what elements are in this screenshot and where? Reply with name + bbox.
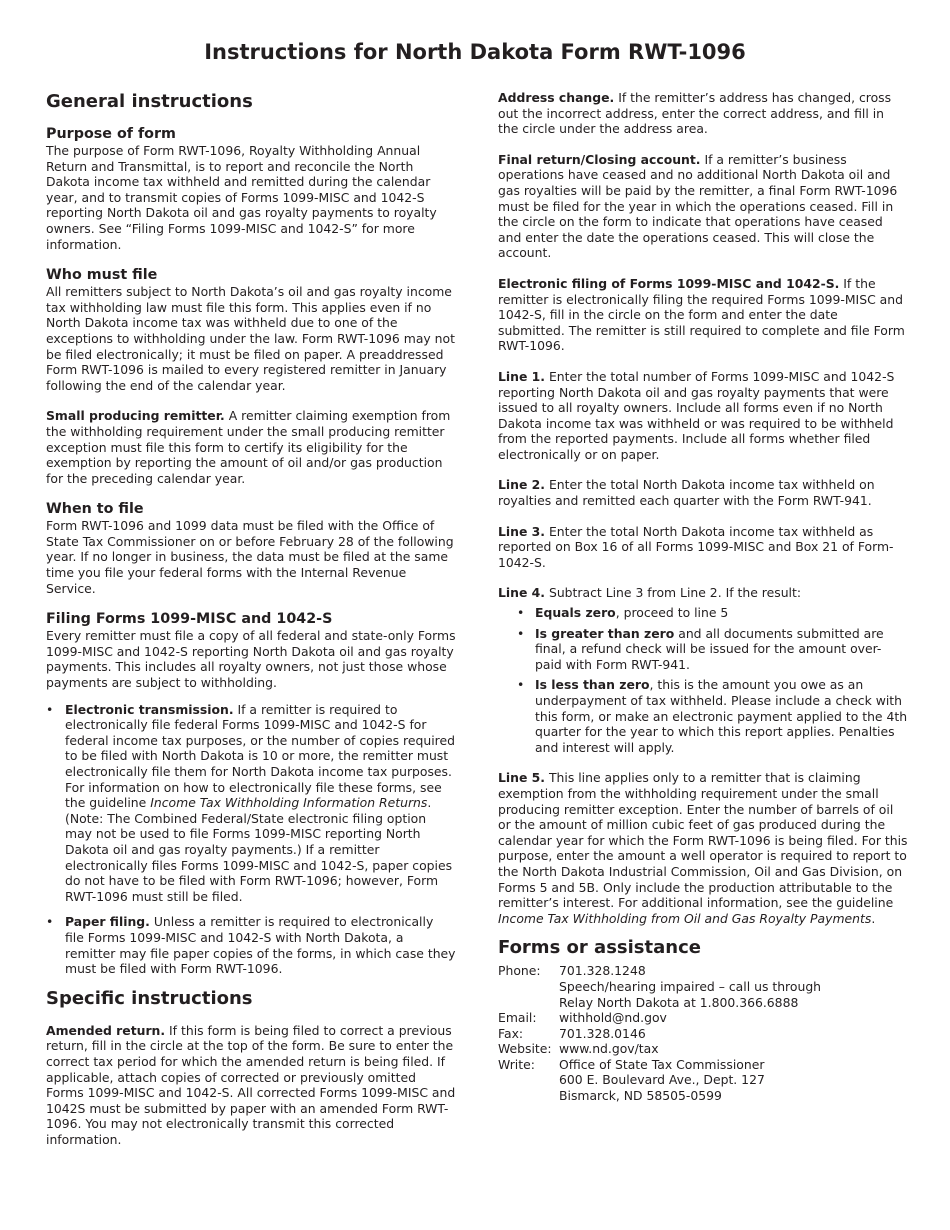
line-5-guideline: Income Tax Withholding from Oil and Gas Royalty Payments: [498, 910, 872, 926]
when-to-file-heading: When to file: [46, 501, 144, 518]
left-column: [46, 90, 456, 1147]
forms-assistance-heading: Forms or assistance: [498, 937, 701, 959]
list-item: [46, 914, 456, 976]
list-item: [498, 677, 908, 755]
when-to-file-text: Form RWT-1096 and 1099 data must be filed with the Office of State Tax Commissioner on or before February 28 of the following year. If no longer in business, the data must be filed at the same time you file your federal forms with the Internal Revenue Service.: [46, 518, 454, 596]
final-return-text: If a remitter’s business operations have ceased and no additional North Dakota oil and gas royalties will be paid by the remitter, a final Form RWT-1096 must be filed for the year in which the operations ceased. Fill in the circle on the form to indicate that operations have ceased and enter the date the operations ceased. This will close the account.: [498, 151, 898, 261]
general-instructions-heading: General instructions: [46, 91, 253, 112]
greater-than-zero-label: Is greater than zero: [535, 625, 675, 641]
specific-instructions-heading: Specific instructions: [46, 987, 253, 1009]
less-than-zero-label: Is less than zero: [535, 677, 650, 693]
less-than-zero-text: , this is the amount you owe as an underpayment of tax withheld. Please include a check with this form, or make an electronic payment applied to the 4th quarter for the year to which this report applies. Penalties and interest will apply.: [535, 677, 908, 755]
line-5-label: Line 5.: [498, 770, 546, 786]
email-label: Email:: [498, 1010, 537, 1026]
phone-value: 701.328.1248: [559, 963, 646, 979]
line-3-label: Line 3.: [498, 523, 546, 539]
website-label: Website:: [498, 1041, 552, 1057]
amended-return-paragraph: [46, 1023, 456, 1148]
email-value: withhold@nd.gov: [559, 1010, 667, 1026]
contact-info: [498, 963, 908, 1103]
line-4-paragraph: [498, 585, 908, 601]
small-producing-remitter-text: A remitter claiming exemption from the withholding requirement under the small producing remitter exception must file this form to certify its eligibility for the exemption by reporting the amount of oil and/or gas production for the preceding calendar year.: [46, 408, 451, 486]
equals-zero-label: Equals zero: [535, 605, 616, 621]
address-change-text: If the remitter’s address has changed, cross out the incorrect address, enter the correct address, and fill in the circle under the address area.: [498, 90, 892, 137]
electronic-transmission-label: Electronic transmission.: [65, 701, 234, 717]
purpose-heading: Purpose of form: [46, 126, 176, 142]
line-5-end: .: [871, 910, 876, 926]
fax-label: Fax:: [498, 1025, 524, 1041]
filing-forms-text: Every remitter must file a copy of all federal and state-only Forms 1099-MISC and 1042-S reporting North Dakota oil and gas royalty payments. This includes all royalty owners, not just those whose payments are subject to withholding.: [46, 628, 456, 691]
who-must-file-text: All remitters subject to North Dakota’s oil and gas royalty income tax withholding law must file this form. This applies even if no North Dakota income tax was withheld due to one of the exceptions to withholding under the law. Form RWT-1096 may not be filed electronically; it must be filed on paper. A preaddressed Form RWT-1096 is mailed to every registered remitter in January following the end of the calendar year.: [46, 284, 455, 393]
line-1-text: Enter the total number of Forms 1099-MISC and 1042-S reporting North Dakota oil and gas royalty payments that were issued to all royalty owners. Include all forms even if no North Dakota income tax was withheld or was required to be withheld from the reported payments. Include all forms whether filed electronically or on paper.: [498, 368, 895, 462]
paper-filing-text: Unless a remitter is required to electronically file Forms 1099-MISC and 1042-S with North Dakota, a remitter may file paper copies of the forms, in which case they must be filed with Form RWT-1096.: [65, 914, 456, 977]
write-label: Write:: [498, 1056, 535, 1072]
address-change-paragraph: [498, 90, 908, 137]
electronic-transmission-text: If a remitter is required to electronically file federal Forms 1099-MISC and 1042-S for federal income tax purposes, or the number of copies required to be filed with North Dakota is 10 or more, the remitter must electronically file them for North Dakota income tax purposes. For information on how to electronically file these forms, see the guideline: [65, 701, 455, 811]
line-2-paragraph: [498, 477, 908, 508]
small-producing-remitter-label: Small producing remitter.: [46, 408, 225, 424]
line-4-results-list: [498, 605, 908, 755]
small-producing-remitter-paragraph: [46, 408, 456, 486]
filing-forms-heading: Filing Forms 1099-MISC and 1042-S: [46, 611, 333, 628]
line-2-text: Enter the total North Dakota income tax withheld on royalties and remitted each quarter with the Form RWT-941.: [498, 477, 875, 509]
equals-zero-text: , proceed to line 5: [615, 605, 729, 621]
write-line-3: Bismarck, ND 58505-0599: [559, 1088, 722, 1104]
amended-return-text: If this form is being filed to correct a previous return, fill in the circle at the top of the form. Be sure to enter the correct tax period for which the amended return is being filed. If applicable, attach copies of corrected or previously omitted Forms 1099-MISC and 1042-S. All corrected Forms 1099-MISC and 1042S must be submitted by paper with an amended Form RWT-1096. You may not electronically transmit this corrected information.: [46, 1022, 456, 1147]
line-1-paragraph: [498, 369, 908, 463]
website-value: www.nd.gov/tax: [559, 1041, 659, 1057]
line-3-paragraph: [498, 524, 908, 571]
right-column: [498, 90, 908, 1104]
amended-return-label: Amended return.: [46, 1022, 166, 1038]
electronic-transmission-guideline: Income Tax Withholding Information Returns: [150, 795, 428, 811]
electronic-filing-paragraph: [498, 276, 908, 354]
phone-note-2: Relay North Dakota at 1.800.366.6888: [559, 994, 799, 1010]
fax-value: 701.328.0146: [559, 1025, 646, 1041]
final-return-label: Final return/Closing account.: [498, 151, 701, 167]
electronic-filing-text: If the remitter is electronically filing the required Forms 1099-MISC and 1042-S, fill in the circle on the form and enter the date submitted. The remitter is still required to complete and file Form RWT-1096.: [498, 275, 905, 354]
greater-than-zero-text: and all documents submitted are final, a refund check will be issued for the amount over-paid with Form RWT-941.: [535, 625, 884, 672]
page-title: Instructions for North Dakota Form RWT-1096: [204, 40, 746, 64]
line-2-label: Line 2.: [498, 477, 546, 493]
purpose-text: The purpose of Form RWT-1096, Royalty Withholding Annual Return and Transmittal, is to report and reconcile the North Dakota income tax withheld and remitted during the calendar year, and to transmit copies of Forms 1099-MISC and 1042-S reporting North Dakota oil and gas royalty payments to royalty owners. See “Filing Forms 1099-MISC and 1042-S” for more information.: [46, 143, 437, 252]
line-1-label: Line 1.: [498, 368, 546, 384]
write-line-2: 600 E. Boulevard Ave., Dept. 127: [559, 1072, 765, 1088]
electronic-filing-label: Electronic filing of Forms 1099-MISC and 1042-S.: [498, 275, 840, 291]
who-must-file-heading: Who must file: [46, 267, 158, 284]
address-change-label: Address change.: [498, 90, 615, 105]
list-item: [498, 626, 908, 673]
write-line-1: Office of State Tax Commissioner: [559, 1056, 765, 1072]
filing-methods-list: [46, 702, 456, 977]
final-return-paragraph: [498, 152, 908, 261]
paper-filing-label: Paper filing.: [65, 914, 150, 930]
line-3-text: Enter the total North Dakota income tax withheld as reported on Box 16 of all Forms 1099-MISC and Box 21 of Form-1042-S.: [498, 523, 894, 570]
line-5-text: This line applies only to a remitter that is claiming exemption from the withholding requirement under the small producing remitter exception. Enter the number of barrels of oil or the amount of million cubic feet of gas produced during the calendar year for which the Form RWT-1096 is being filed. For this purpose, enter the amount a well operator is required to report to the North Dakota Industrial Commission, Oil and Gas Division, on Forms 5 and 5B. Only include the production attributable to the remitter’s interest. For additional information, see the guideline: [498, 770, 908, 911]
line-5-paragraph: [498, 770, 908, 926]
line-4-label: Line 4.: [498, 585, 546, 601]
list-item: [46, 702, 456, 905]
electronic-transmission-note: . (Note: The Combined Federal/State electronic filing option may not be used to file Forms 1099-MISC reporting North Dakota oil and gas royalty payments.) If a remitter electronically files Forms 1099-MISC and 1042-S, paper copies do not have to be filed with Form RWT-1096; however, Form RWT-1096 must still be filed.: [65, 795, 453, 904]
phone-label: Phone:: [498, 963, 541, 979]
line-4-text: Subtract Line 3 from Line 2. If the result:: [545, 585, 802, 601]
list-item: [498, 605, 908, 621]
phone-note-1: Speech/hearing impaired – call us through: [559, 978, 822, 994]
